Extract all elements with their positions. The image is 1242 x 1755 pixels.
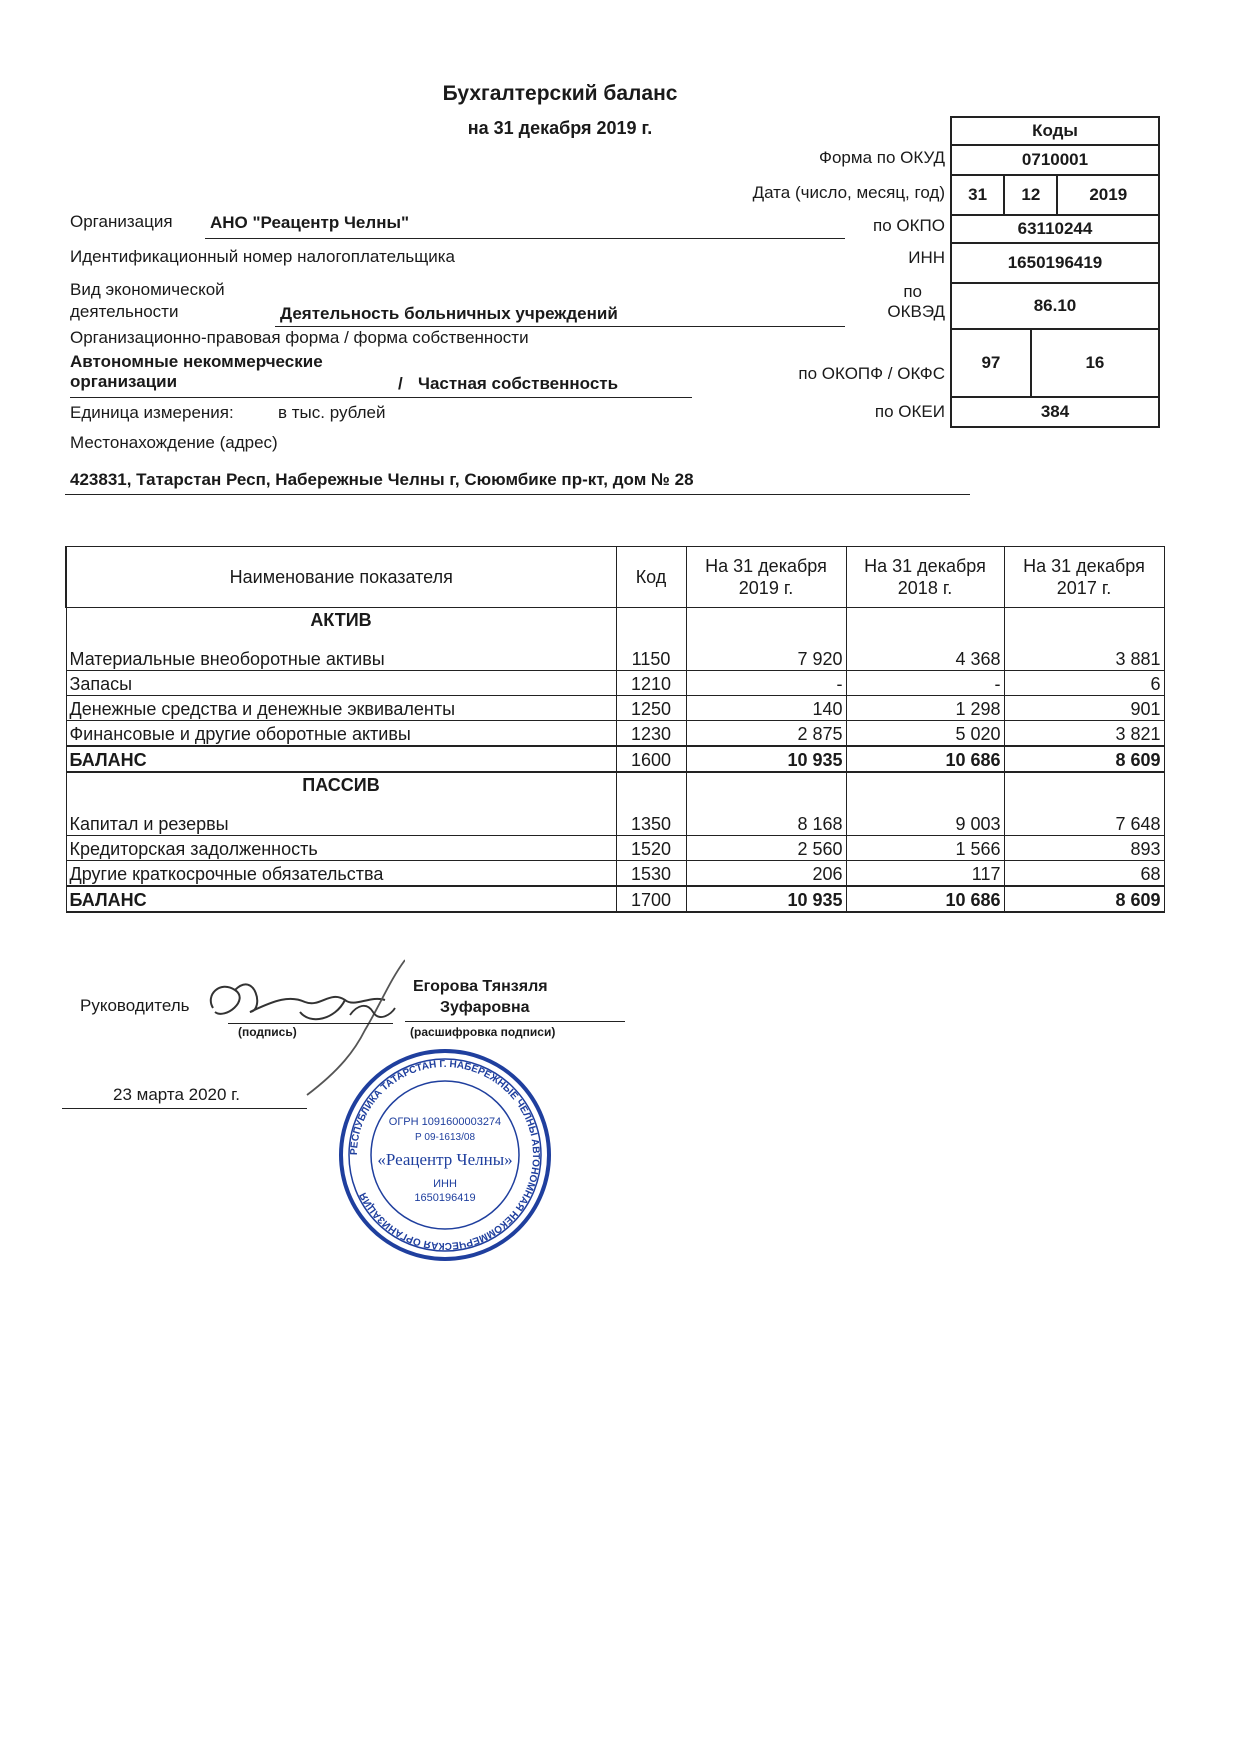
okved-code: 86.10	[951, 283, 1159, 329]
row-value-2017: 8 609	[1004, 886, 1164, 912]
row-value-2019: 206	[686, 861, 846, 887]
okpo-code: 63110244	[951, 215, 1159, 243]
row-value-2017: 8 609	[1004, 746, 1164, 772]
row-code: 1520	[616, 836, 686, 861]
signatory-underline	[405, 1021, 625, 1022]
date-label: Дата (число, месяц, год)	[752, 183, 945, 202]
okei-label: по ОКЕИ	[874, 402, 945, 421]
okopf-label: по ОКОПФ / ОКФС	[798, 364, 945, 383]
org-underline	[205, 238, 845, 239]
row-name: Запасы	[66, 671, 616, 696]
table-row	[66, 772, 1164, 836]
codes-heading: Коды	[951, 117, 1159, 145]
table-row-total-aktiv	[66, 746, 1164, 772]
row-value-2018: 1 566	[846, 836, 1004, 861]
date-day: 31	[951, 175, 1004, 215]
table-row	[66, 696, 1164, 721]
activity-value: Деятельность больничных учреждений	[280, 304, 618, 323]
row-code: 1350	[616, 772, 686, 836]
section-title-passiv: ПАССИВ	[302, 775, 380, 795]
section-title-aktiv: АКТИВ	[310, 610, 372, 630]
row-name: БАЛАНС	[66, 886, 616, 912]
row-value-2017: 3 881	[1004, 608, 1164, 671]
okei-code: 384	[951, 397, 1159, 427]
okud-code: 0710001	[951, 145, 1159, 175]
row-code: 1210	[616, 671, 686, 696]
row-code: 1700	[616, 886, 686, 912]
unit-value: в тыс. рублей	[278, 403, 386, 422]
table-row	[66, 861, 1164, 887]
table-row-total-passiv	[66, 886, 1164, 912]
stamp-inn: 1650196419	[414, 1192, 476, 1204]
row-value-2019: 2 875	[686, 721, 846, 747]
legal-form-label: Организационно-правовая форма / форма собственности	[70, 328, 529, 347]
row-value-2018: 4 368	[846, 608, 1004, 671]
legal-form-separator: /	[398, 374, 403, 393]
row-name: Кредиторская задолженность	[66, 836, 616, 861]
taxpayer-id-label: Идентификационный номер налогоплательщика	[70, 247, 455, 266]
stamp-ring-text: РЕСПУБЛИКА ТАТАРСТАН Г. НАБЕРЕЖНЫЕ ЧЕЛНЫ АВТОНОМНАЯ НЕКОММЕРЧЕСКАЯ ОРГАНИЗАЦИЯ	[348, 1058, 542, 1252]
row-value-2017: 6	[1004, 671, 1164, 696]
row-value-2019: 140	[686, 696, 846, 721]
table-row	[66, 836, 1164, 861]
row-code: 1230	[616, 721, 686, 747]
document-subtitle: на 31 декабря 2019 г.	[467, 118, 653, 138]
row-value-2017: 68	[1004, 861, 1164, 887]
row-value-2018: -	[846, 671, 1004, 696]
stamp-ogrn: ОГРН 1091600003274	[388, 1116, 502, 1128]
header-2018: На 31 декабря 2018 г.	[846, 547, 1004, 608]
stamp-inn-label: ИНН	[433, 1178, 457, 1190]
row-name: Другие краткосрочные обязательства	[66, 861, 616, 887]
table-row	[66, 608, 1164, 671]
signature-underline	[228, 1023, 393, 1024]
date-month: 12	[1004, 175, 1057, 215]
address-underline	[65, 494, 970, 495]
row-value-2018: 10 686	[846, 886, 1004, 912]
header-2017: На 31 декабря 2017 г.	[1004, 547, 1164, 608]
row-value-2019: -	[686, 671, 846, 696]
row-value-2018: 117	[846, 861, 1004, 887]
okopf-code: 97	[951, 329, 1031, 397]
signatory-name-2: Зуфаровна	[440, 999, 530, 1016]
row-name: БАЛАНС	[66, 746, 616, 772]
row-value-2018: 9 003	[846, 772, 1004, 836]
row-name: Материальные внеоборотные активы	[69, 649, 385, 669]
signatory-caption: (расшифровка подписи)	[410, 1025, 556, 1039]
head-label: Руководитель	[80, 996, 190, 1015]
balance-table	[65, 546, 1165, 913]
row-name: Финансовые и другие оборотные активы	[66, 721, 616, 747]
okud-label: Форма по ОКУД	[819, 148, 945, 167]
okfs-code: 16	[1031, 329, 1159, 397]
ownership-value: Частная собственность	[418, 374, 619, 393]
row-value-2018: 10 686	[846, 746, 1004, 772]
row-value-2019: 8 168	[686, 772, 846, 836]
header-indicator-name: Наименование показателя	[66, 547, 616, 608]
row-code: 1250	[616, 696, 686, 721]
address-label: Местонахождение (адрес)	[70, 433, 278, 452]
org-value: АНО "Реацентр Челны"	[210, 213, 410, 232]
row-value-2017: 7 648	[1004, 772, 1164, 836]
table-row	[66, 721, 1164, 747]
row-value-2017: 901	[1004, 696, 1164, 721]
row-code: 1150	[616, 608, 686, 671]
signature-date: 23 марта 2020 г.	[113, 1085, 241, 1104]
activity-label-1: Вид экономической	[70, 280, 225, 299]
table-row	[66, 671, 1164, 696]
row-value-2018: 5 020	[846, 721, 1004, 747]
inn-code-label: ИНН	[908, 248, 945, 267]
date-underline	[62, 1108, 307, 1109]
row-value-2017: 3 821	[1004, 721, 1164, 747]
inn-code: 1650196419	[951, 243, 1159, 283]
row-value-2018: 1 298	[846, 696, 1004, 721]
legal-form-underline	[70, 397, 692, 398]
okved-label-bottom: ОКВЭД	[887, 302, 945, 321]
stamp-center-text: «Реацентр Челны»	[377, 1150, 513, 1169]
row-code: 1530	[616, 861, 686, 887]
row-value-2019: 7 920	[686, 608, 846, 671]
unit-label: Единица измерения:	[70, 403, 234, 422]
signature-caption: (подпись)	[238, 1025, 297, 1039]
address-value: 423831, Татарстан Респ, Набережные Челны г, Сююмбике пр-кт, дом № 28	[70, 470, 694, 489]
header-2019: На 31 декабря 2019 г.	[686, 547, 846, 608]
row-name: Капитал и резервы	[69, 814, 229, 834]
table-header-row	[66, 547, 1164, 608]
stamp-reg: Р 09-1613/08	[414, 1132, 476, 1143]
row-value-2017: 893	[1004, 836, 1164, 861]
row-value-2019: 10 935	[686, 886, 846, 912]
codes-box	[950, 116, 1160, 428]
activity-label-2: деятельности	[70, 302, 179, 321]
activity-underline	[275, 326, 845, 327]
header-code: Код	[616, 547, 686, 608]
row-value-2019: 2 560	[686, 836, 846, 861]
date-year: 2019	[1057, 175, 1159, 215]
org-label: Организация	[70, 212, 173, 231]
signatory-name-1: Егорова Тянзяля	[413, 978, 548, 995]
okved-label-top: по	[903, 282, 922, 301]
row-code: 1600	[616, 746, 686, 772]
organization-stamp	[335, 1045, 555, 1265]
legal-form-value-2: организации	[70, 372, 178, 391]
row-value-2019: 10 935	[686, 746, 846, 772]
row-name: Денежные средства и денежные эквиваленты	[66, 696, 616, 721]
document-title: Бухгалтерский баланс	[442, 82, 678, 105]
legal-form-value-1: Автономные некоммерческие	[70, 352, 323, 371]
okpo-label: по ОКПО	[873, 216, 945, 235]
